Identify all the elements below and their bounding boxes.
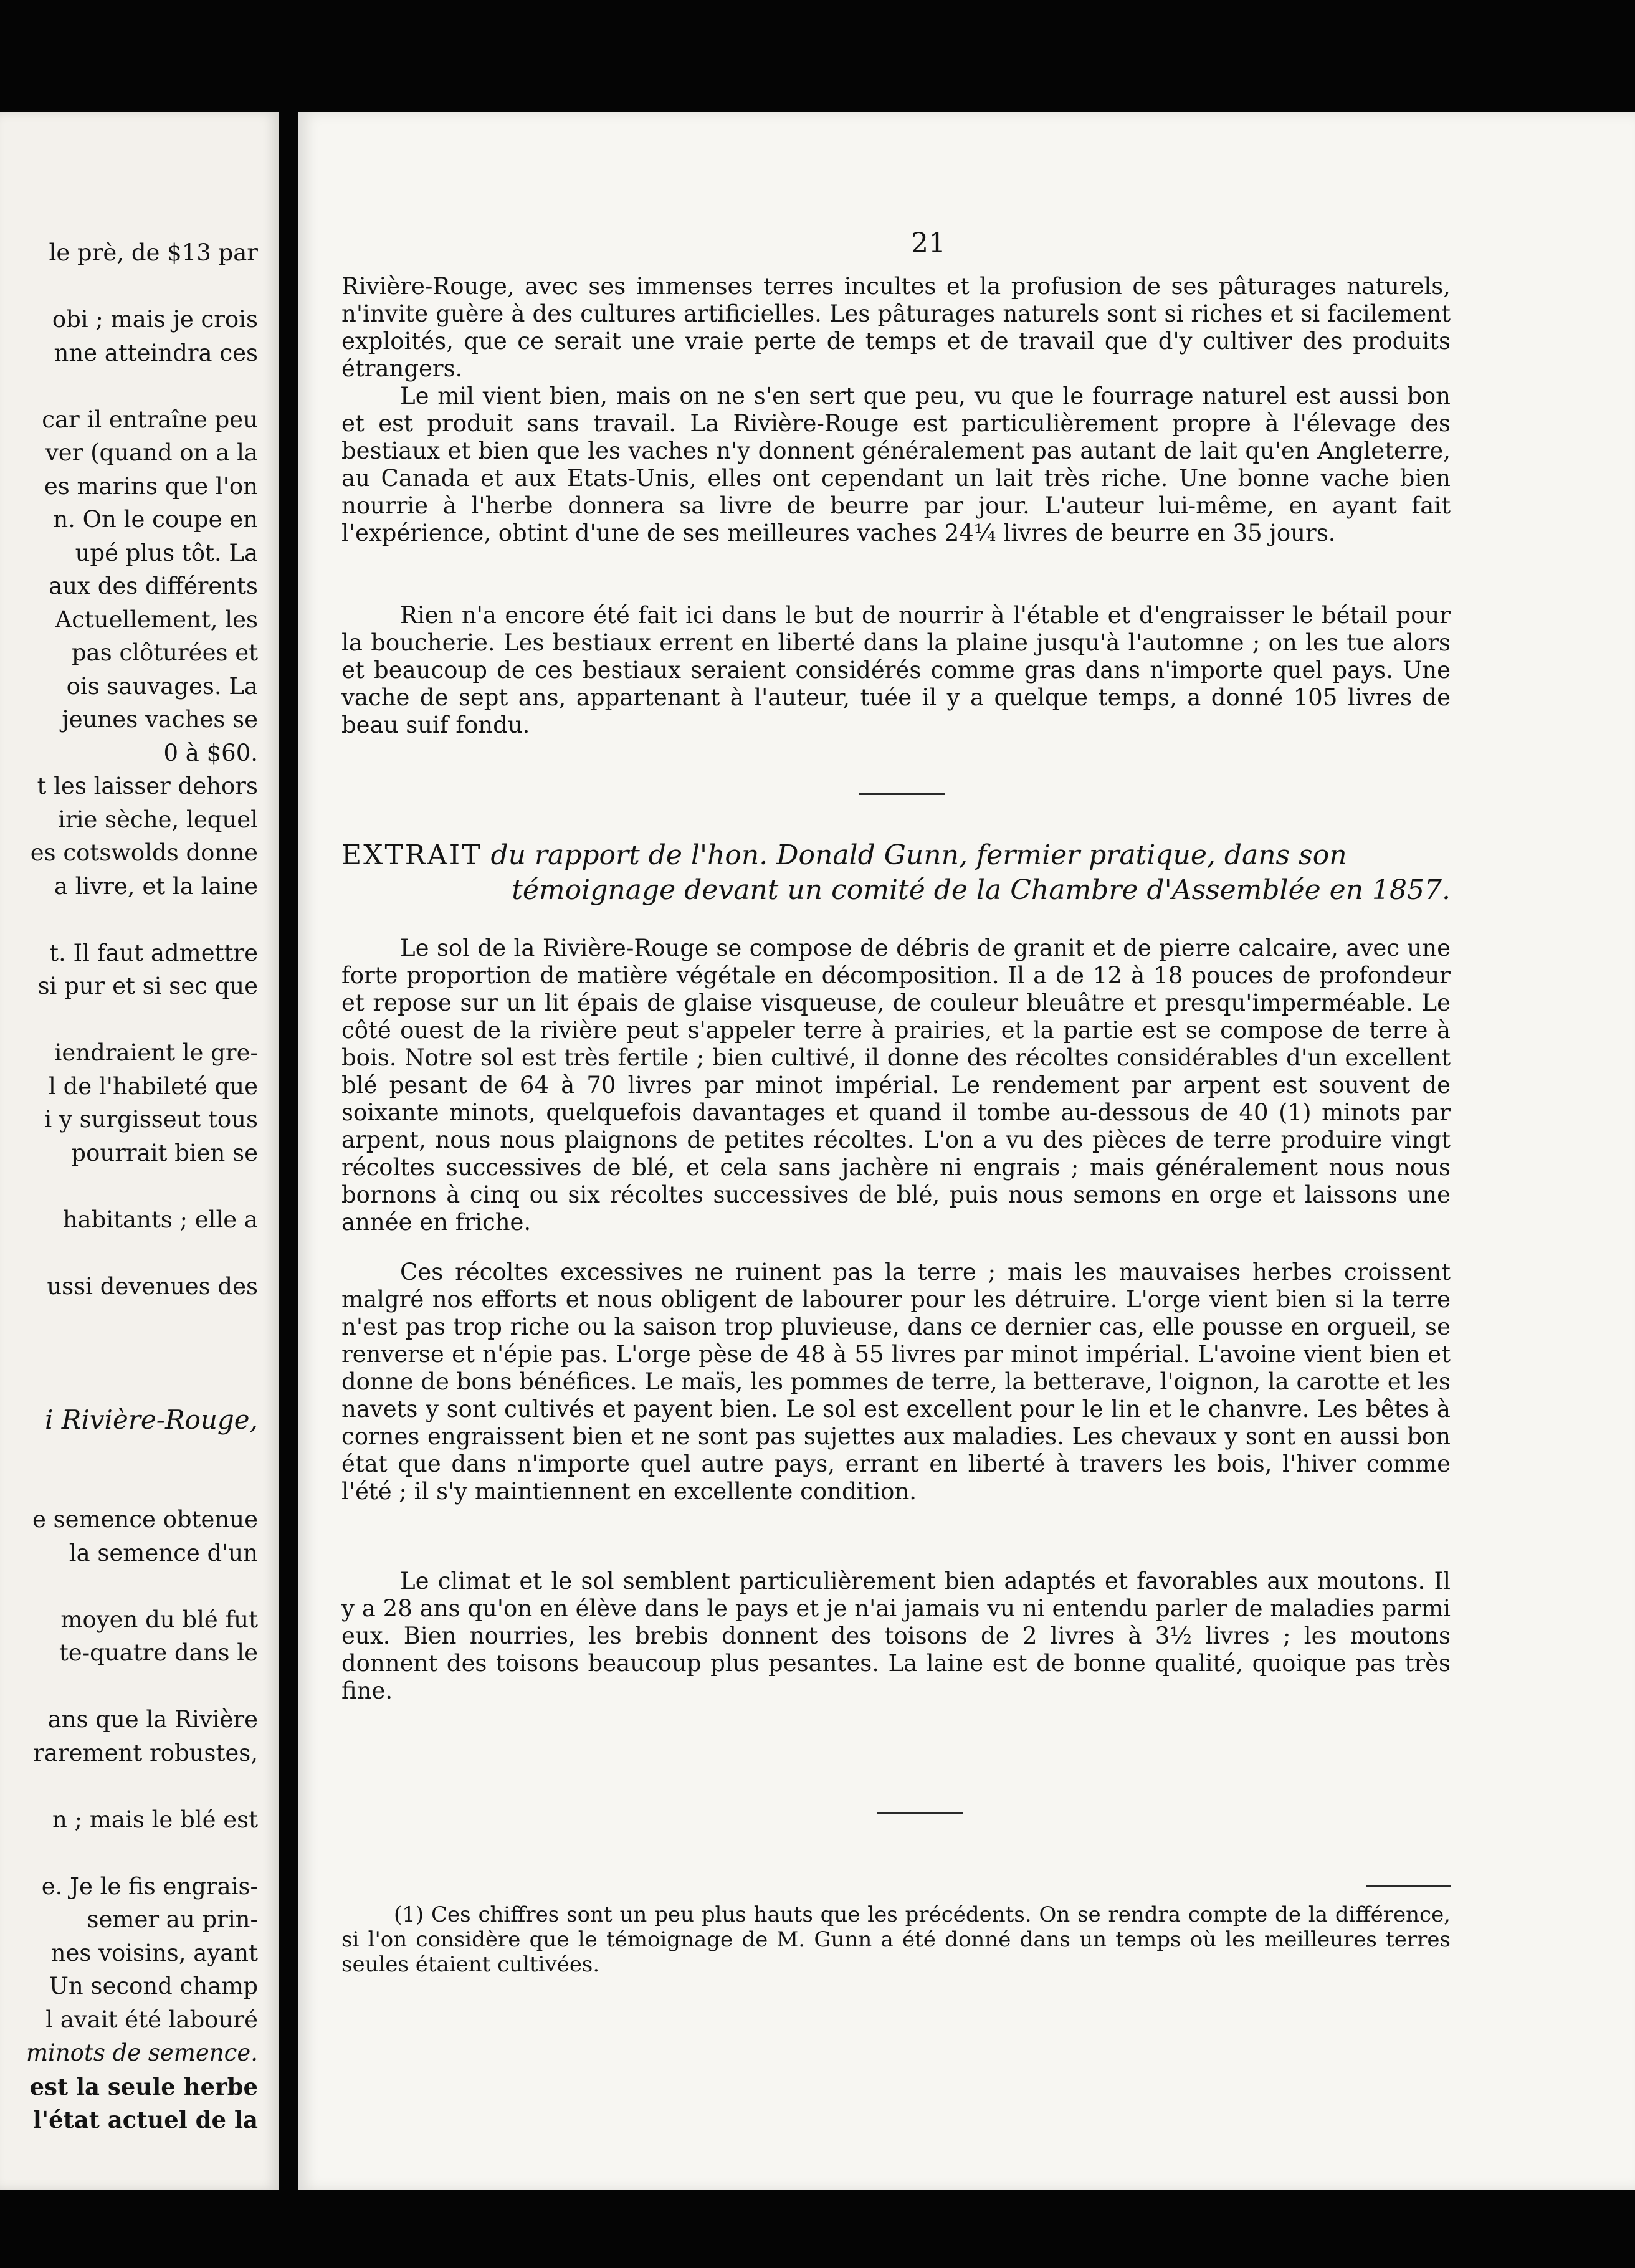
- paragraph-riviere-rouge-cultures: Rivière-Rouge, avec ses immenses terres incultes et la profusion de ses pâturages naturels, n'invite guère à des cultures artificielles. Les pâturages naturels sont si riches et si facilement exploités, que ce serait une vraie perte de temps et de travail que d'y cultiver des produits étrangers.: [341, 273, 1451, 382]
- left-page-line: n. On le coupe en: [53, 506, 258, 533]
- left-page-line: e semence obtenue: [32, 1506, 258, 1533]
- left-page-line: t les laisser dehors: [37, 773, 258, 799]
- paragraph-sol: Le sol de la Rivière-Rouge se compose de débris de granit et de pierre calcaire, avec une forte proportion de matière végétale en décomposition. Il a de 12 à 18 pouces de profondeur et repose sur un lit épais de glaise visqueuse, de couleur bleuâtre et presqu'imperméable. Le côté ouest de la rivière peut s'appeler terre à prairies, et la partie est se compose de terre à bois. Notre sol est très fertile ; bien cultivé, il donne des récoltes considérables d'un excellent blé pesant de 64 à 70 livres par minot impérial. Le rendement par arpent est souvent de soixante minots, quelquefois davantages et quand il tombe au-dessous de 40 (1) minots par arpent, nous nous plaignons de petites récoltes. L'on a vu des pièces de terre produire vingt récoltes successives de blé, et cela sans jachère ni engrais ; mais généralement nous nous bornons à cinq ou six récoltes successives de blé, puis nous semons en orge et laissons une année en friche.: [341, 935, 1451, 1236]
- left-page-line: ois sauvages. La: [66, 672, 258, 700]
- left-page-line: si pur et si sec que: [37, 973, 258, 999]
- left-page-line: rarement robustes,: [33, 1739, 258, 1766]
- left-page-line: obi ; mais je crois: [52, 306, 258, 333]
- left-page-line: a livre, et la laine: [54, 872, 258, 900]
- left-page-line: es cotswolds donne: [30, 839, 258, 866]
- left-page-line: upé plus tôt. La: [75, 539, 258, 566]
- left-page-line: jeunes vaches se: [62, 706, 258, 733]
- left-page-line: la semence d'un: [69, 1539, 258, 1566]
- left-page-fragment: [0, 112, 279, 2190]
- paragraph-boucherie: Rien n'a encore été fait ici dans le but de nourrir à l'étable et d'engraisser le bétail pour la boucherie. Les bestiaux errent en liberté dans la plaine jusqu'à l'automne ; on les tue alors et beaucoup de ces bestiaux seraient considérés comme gras dans n'importe quel pays. Une vache de sept ans, appartenant à l'auteur, tuée il y a quelque temps, a donné 105 livres de beau suif fondu.: [341, 602, 1451, 738]
- left-page-line: es marins que l'on: [44, 472, 258, 500]
- left-page-line: pourrait bien se: [71, 1139, 258, 1166]
- extract-title-line2: témoignage devant un comité de la Chambre d'Assemblée en 1857.: [512, 874, 1451, 906]
- extract-label: EXTRAIT: [341, 839, 482, 871]
- left-page-line: moyen du blé fut: [60, 1606, 258, 1633]
- left-page-line: e. Je le fis engrais-: [41, 1872, 258, 1900]
- left-page-line: iendraient le gre-: [54, 1039, 258, 1066]
- left-page-line: l'état actuel de la: [32, 2106, 258, 2133]
- extract-title-line1: du rapport de l'hon. Donald Gunn, fermier pratique, dans son: [490, 839, 1347, 871]
- left-page-line: pas clôturées et: [71, 639, 258, 666]
- left-page-line: ans que la Rivière: [47, 1706, 258, 1733]
- left-page-line: le prè, de $13 par: [49, 239, 258, 266]
- left-page-line: car il entraîne peu: [42, 406, 258, 433]
- left-page-line: t. Il faut admettre: [49, 939, 258, 966]
- page-number: 21: [911, 227, 946, 259]
- left-page-line: semer au prin-: [87, 1906, 258, 1933]
- footnote-rule: [1366, 1885, 1451, 1887]
- paragraph-recoltes: Ces récoltes excessives ne ruinent pas la terre ; mais les mauvaises herbes croissent malgré nos efforts et nous obligent de labourer pour les détruire. L'orge vient bien si la terre n'est pas trop riche ou la saison trop pluvieuse, dans ce dernier cas, elle pousse en orgueil, se renverse et n'épie pas. L'orge pèse de 48 à 55 livres par minot impérial. L'avoine vient bien et donne de bons bénéfices. Le maïs, les pommes de terre, la betterave, l'oignon, la carotte et les navets y sont cultivés et payent bien. Le sol est excellent pour le lin et le chanvre. Les bêtes à cornes engraissent bien et ne sont pas sujettes aux maladies. Les chevaux y sont en aussi bon état que dans n'importe quel autre pays, errant en liberté à travers les bois, l'hiver comme l'été ; il s'y maintiennent en excellente condition.: [341, 1259, 1451, 1505]
- left-page-line: Actuellement, les: [55, 606, 258, 633]
- left-page-line: nne atteindra ces: [54, 339, 258, 366]
- left-page-line: irie sèche, lequel: [58, 806, 258, 833]
- left-page-line: l avait été labouré: [45, 2006, 258, 2033]
- left-page-line: minots de semence.: [26, 2039, 258, 2066]
- left-page-line: nes voisins, ayant: [50, 1939, 258, 1966]
- left-page-line: habitants ; elle a: [62, 1206, 258, 1233]
- paragraph-mil-bestiaux: Le mil vient bien, mais on ne s'en sert que peu, vu que le fourrage naturel est aussi bon et est produit sans travail. La Rivière-Rouge est particulièrement propre à l'élevage des bestiaux et bien que les vaches n'y donnent généralement pas autant de lait qu'en Angleterre, au Canada et aux Etats-Unis, elles ont cependant un lait très riche. Une bonne vache bien nourrie à l'herbe donnera sa livre de beurre par jour. L'auteur lui-même, en ayant fait l'expérience, obtint d'une de ses meilleures vaches 24¼ livres de beurre en 35 jours.: [341, 383, 1451, 546]
- left-page-line: aux des différents: [49, 573, 258, 599]
- left-page-line: Un second champ: [49, 1973, 258, 1999]
- left-page-line: est la seule herbe: [29, 2072, 258, 2100]
- left-page-line: l de l'habileté que: [48, 1072, 258, 1100]
- left-page-line: ussi devenues des: [47, 1272, 258, 1300]
- left-page-line: te-quatre dans le: [59, 1639, 258, 1666]
- footnote: (1) Ces chiffres sont un peu plus hauts que les précédents. On se rendra compte de la différence, si l'on considère que le témoignage de M. Gunn a été donné dans un temps où les meilleures terres seules étaient cultivées.: [341, 1902, 1451, 1977]
- right-page: [298, 112, 1635, 2190]
- extract-heading: [341, 838, 1451, 908]
- section-divider-bottom: [877, 1812, 963, 1814]
- left-page-line: 0 à $60.: [163, 739, 258, 766]
- left-page-line: ver (quand on a la: [45, 439, 258, 466]
- left-page-line: i y surgisseut tous: [44, 1106, 258, 1133]
- left-page-line: i Rivière-Rouge,: [44, 1404, 258, 1435]
- section-divider: [859, 793, 945, 795]
- left-page-line: n ; mais le blé est: [52, 1806, 258, 1833]
- paragraph-moutons: Le climat et le sol semblent particulièrement bien adaptés et favorables aux moutons. Il y a 28 ans qu'on en élève dans le pays et je n'ai jamais vu ni entendu parler de maladies parmi eux. Bien nourries, les brebis donnent des toisons de 2 livres à 3½ livres ; les moutons donnent des toisons beaucoup plus pesantes. La laine est de bonne qualité, quoique pas très fine.: [341, 1568, 1451, 1704]
